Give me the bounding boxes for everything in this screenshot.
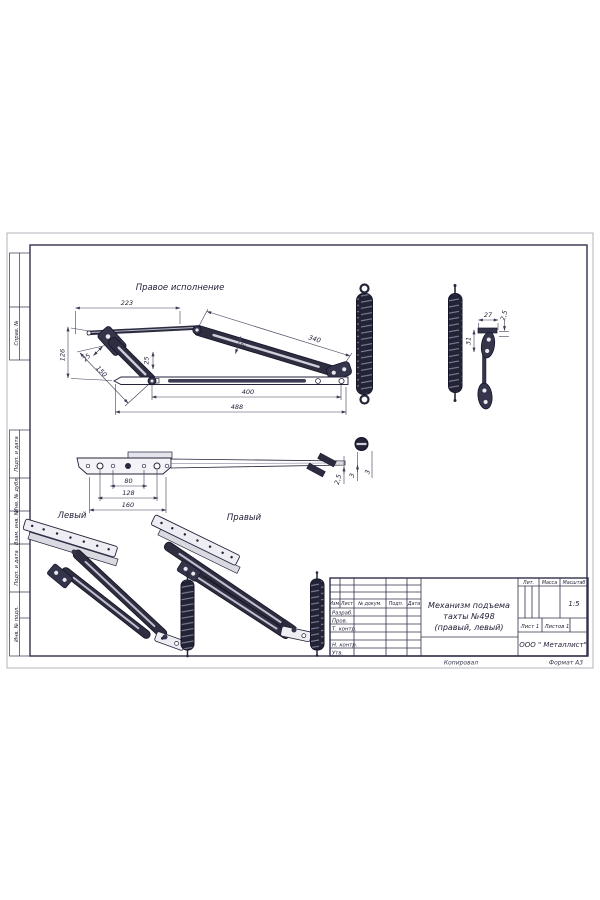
tb-scale-value: 1:5 (568, 600, 580, 608)
dim-holes-inner: 80 (124, 477, 133, 485)
tb-sheet: Лист 1 (520, 624, 540, 630)
strip-label-vzam: Взам. инв. № (14, 509, 20, 546)
dim-mid-height: 25 (142, 356, 151, 365)
doc-title-line1: Механизм подъема (428, 601, 510, 610)
tb-row-prov: Пров. (332, 618, 348, 625)
dim-overall-length: 488 (230, 403, 244, 411)
dim-height: 126 (58, 348, 67, 362)
spring-front (357, 285, 373, 404)
tb-row-tcontr: Т. контр. (332, 626, 357, 633)
strip-label-podp-upper: Подп. и дата (14, 436, 20, 472)
dim-holes-middle: 128 (122, 489, 135, 497)
doc-title-line2: тахты №498 (443, 612, 495, 621)
dim-side-height: 31 (464, 336, 473, 346)
dim-short-arm-length: 150 (94, 364, 109, 379)
tb-col-data: Дата (407, 602, 421, 607)
spring-side-body (449, 294, 463, 393)
tb-scale-label: Масштаб (562, 581, 586, 586)
dim-gap-b: 3 (363, 468, 372, 476)
footer-format: Формат А3 (548, 659, 584, 667)
dim-arm-width: 25 (239, 338, 250, 349)
tb-row-razrab: Разраб. (332, 610, 353, 617)
dim-short-arm-width: 25 (80, 351, 93, 364)
dim-base-length: 400 (241, 388, 255, 396)
iso-left-label: Левый (57, 511, 87, 521)
dim-holes-outer: 160 (121, 501, 135, 509)
tb-col-doc: № докум. (358, 602, 382, 607)
tb-col-izm: Изм. (329, 602, 341, 607)
main-view-title: Правое исполнение (135, 283, 225, 293)
dim-side-offset: 2,5 (498, 309, 510, 322)
iso-right-label: Правый (226, 513, 262, 523)
tb-sheets: Листов 1 (544, 624, 570, 630)
tb-col-podp: Подп. (388, 602, 404, 607)
strip-label-sprav: Справ. № (14, 320, 20, 346)
dim-thickness: 2,5 (332, 473, 344, 486)
dim-gap-a: 3 (347, 472, 357, 479)
tb-col-list: Лист (340, 602, 354, 607)
tb-row-ncontr: Н. контр. (332, 642, 358, 649)
strip-label-inv-dubl: Инв. № дубл. (14, 476, 20, 513)
doc-title-line3: (правый, левый) (434, 623, 504, 632)
spring-bottom-right (311, 571, 325, 657)
spring-body (357, 294, 373, 395)
dim-side-width: 27 (483, 311, 493, 319)
strip-label-podp-lower: Подп. и дата (14, 550, 20, 586)
tb-company: ООО " Металлист" (519, 641, 587, 649)
strip-label-inv-podl: Инв. № подл. (14, 606, 20, 642)
spring-bottom-left (181, 572, 194, 657)
footer-copied: Копировал (443, 659, 479, 667)
tb-lit: Лит. (522, 581, 535, 586)
dim-top-width: 223 (120, 299, 134, 307)
tb-row-utv: Утв. (332, 650, 344, 657)
dim-arm-length: 340 (307, 333, 322, 345)
tb-mass: Масса (541, 581, 558, 586)
